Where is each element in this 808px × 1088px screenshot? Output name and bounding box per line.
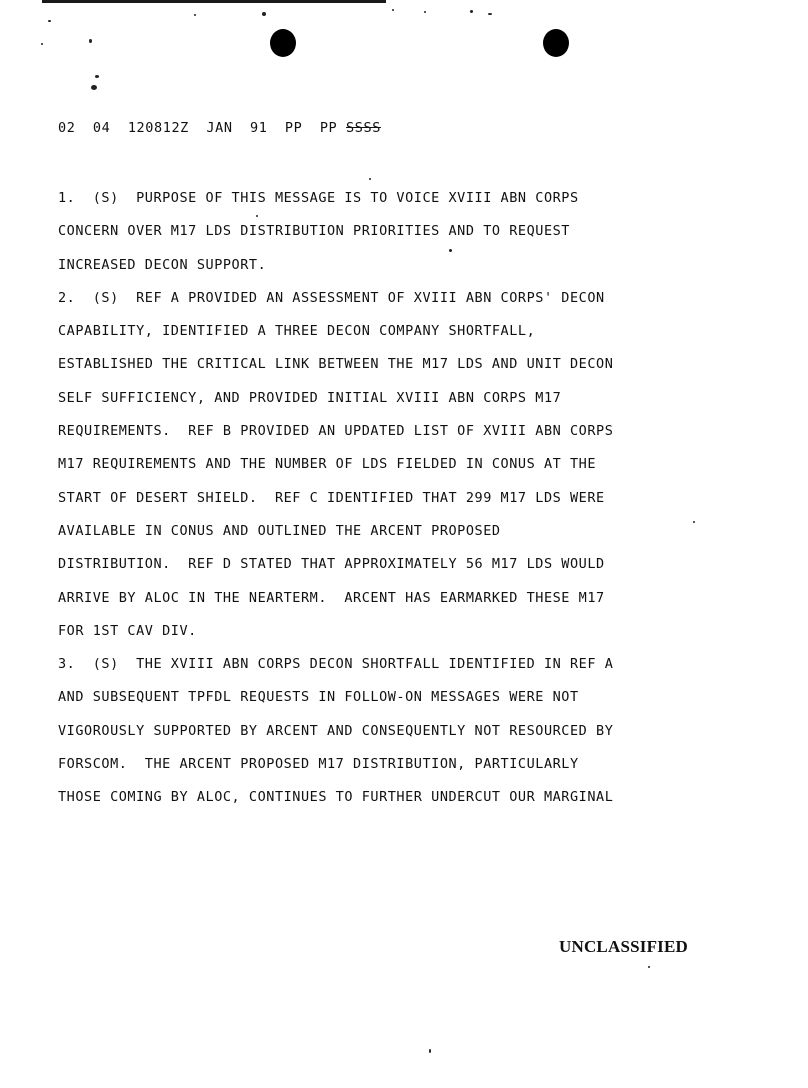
message-header-line [58, 120, 381, 136]
message-body-line: ESTABLISHED THE CRITICAL LINK BETWEEN THE M17 LDS AND UNIT DECON [58, 356, 614, 373]
message-body [58, 187, 748, 820]
message-body-line: 1. (S) PURPOSE OF THIS MESSAGE IS TO VOICE XVIII ABN CORPS [58, 190, 579, 206]
message-body-line: REQUIREMENTS. REF B PROVIDED AN UPDATED LIST OF XVIII ABN CORPS [58, 423, 614, 440]
message-body-line: M17 REQUIREMENTS AND THE NUMBER OF LDS FIELDED IN CONUS AT THE [58, 456, 597, 473]
message-body-line: FOR 1ST CAV DIV. [58, 622, 197, 639]
scan-speck [392, 9, 394, 11]
message-header-text: 02 04 120812Z JAN 91 PP PP [58, 120, 347, 136]
scan-speck [488, 13, 492, 15]
top-edge-rule [42, 0, 386, 3]
scan-speck [369, 178, 371, 180]
message-body-line: ARRIVE BY ALOC IN THE NEARTERM. ARCENT HAS EARMARKED THESE M17 [58, 589, 605, 606]
message-body-line: VIGOROUSLY SUPPORTED BY ARCENT AND CONSEQUENTLY NOT RESOURCED BY [58, 722, 614, 739]
message-body-line: START OF DESERT SHIELD. REF C IDENTIFIED THAT 299 M17 LDS WERE [58, 489, 605, 506]
scan-speck [89, 39, 92, 43]
message-body-line: FORSCOM. THE ARCENT PROPOSED M17 DISTRIBUTION, PARTICULARLY [58, 756, 579, 773]
punch-hole-left [270, 29, 296, 57]
scan-speck [470, 10, 473, 13]
message-body-line: INCREASED DECON SUPPORT. [58, 256, 267, 273]
message-body-line: SELF SUFFICIENCY, AND PROVIDED INITIAL XVIII ABN CORPS M17 [58, 389, 562, 406]
message-body-line: DISTRIBUTION. REF D STATED THAT APPROXIMATELY 56 M17 LDS WOULD [58, 556, 605, 573]
scan-speck [424, 11, 426, 13]
struck-classification-code: SSSS [346, 120, 381, 136]
message-body-line: CAPABILITY, IDENTIFIED A THREE DECON COMPANY SHORTFALL, [58, 323, 536, 340]
punch-hole-right [543, 29, 569, 57]
scan-speck [262, 12, 266, 16]
scan-speck [95, 75, 99, 78]
scan-speck [429, 1049, 431, 1053]
message-body-line: THOSE COMING BY ALOC, CONTINUES TO FURTHER UNDERCUT OUR MARGINAL [58, 789, 614, 806]
scan-speck [648, 966, 650, 968]
message-body-line: AND SUBSEQUENT TPFDL REQUESTS IN FOLLOW-ON MESSAGES WERE NOT [58, 689, 579, 706]
scan-speck [48, 20, 51, 22]
message-body-line: AVAILABLE IN CONUS AND OUTLINED THE ARCENT PROPOSED [58, 522, 501, 539]
scan-speck [91, 85, 97, 90]
message-body-line: 3. (S) THE XVIII ABN CORPS DECON SHORTFALL IDENTIFIED IN REF A [58, 656, 614, 673]
message-body-line: CONCERN OVER M17 LDS DISTRIBUTION PRIORITIES AND TO REQUEST [58, 223, 570, 240]
message-body-line: 2. (S) REF A PROVIDED AN ASSESSMENT OF XVIII ABN CORPS' DECON [58, 289, 605, 306]
scan-speck [41, 43, 43, 45]
classification-marking: UNCLASSIFIED [559, 937, 688, 956]
scan-speck [194, 14, 196, 16]
